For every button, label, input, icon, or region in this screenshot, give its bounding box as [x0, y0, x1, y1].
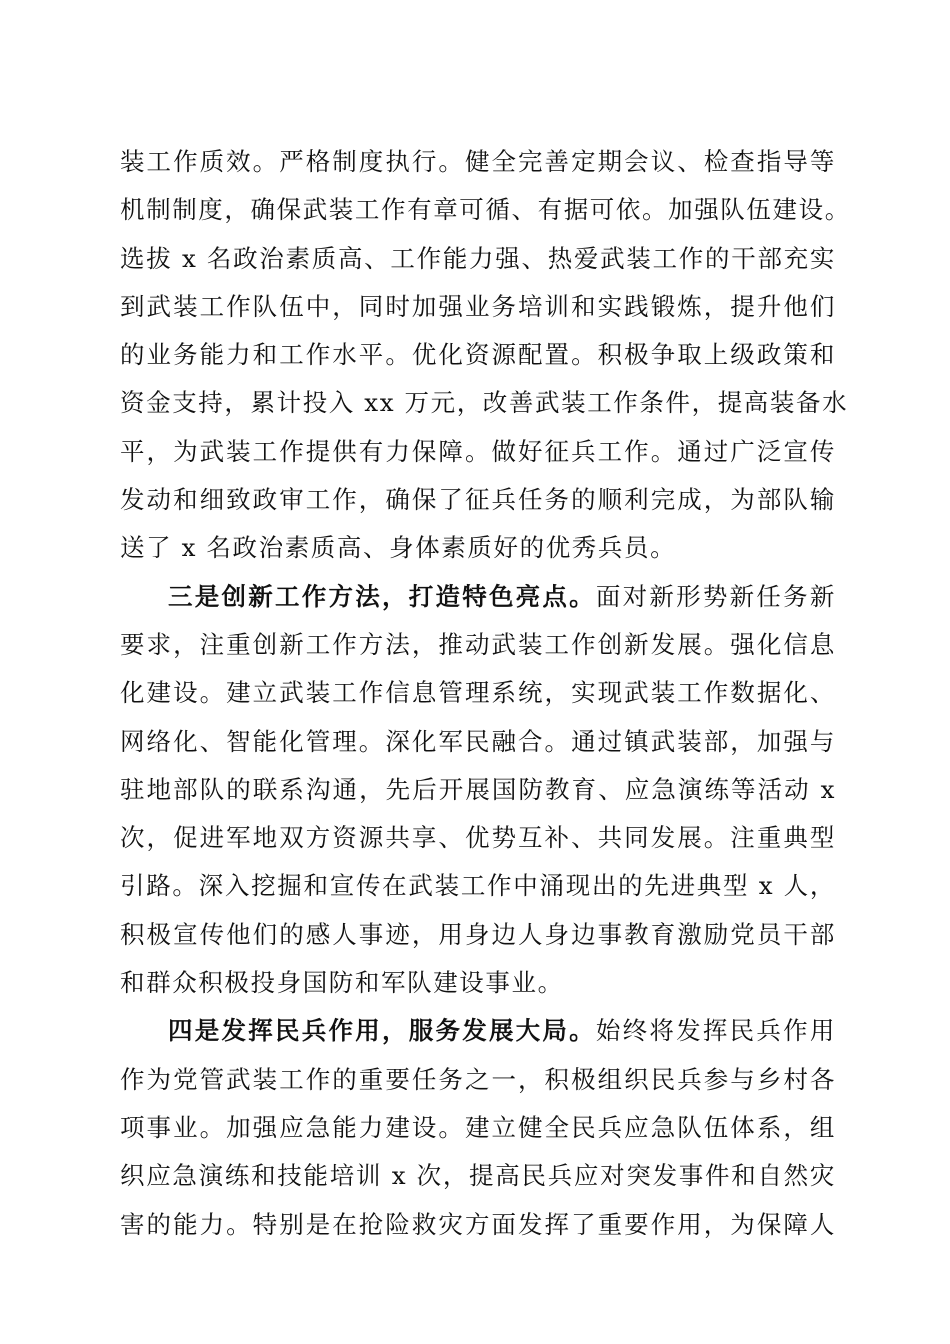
text-line: 选拔 x 名政治素质高、工作能力强、热爱武装工作的干部充实	[120, 243, 836, 273]
text-line: 网络化、智能化管理。深化军民融合。通过镇武装部，加强与	[120, 726, 836, 756]
text-line: 害的能力。特别是在抢险救灾方面发挥了重要作用，为保障人	[120, 1209, 836, 1239]
paragraph-3	[120, 1007, 836, 1248]
paragraph-first-line	[120, 1007, 836, 1055]
text-line: 织应急演练和技能培训 x 次，提高民兵应对突发事件和自然灾	[120, 1161, 836, 1191]
text-span: 始终将发挥民兵作用	[595, 1016, 836, 1046]
text-line: 化建设。建立武装工作信息管理系统，实现武装工作数据化、	[120, 678, 836, 708]
text-line: 和群众积极投身国防和军队建设事业。	[120, 968, 564, 998]
paragraph-heading: 四是发挥民兵作用，服务发展大局。	[168, 1016, 596, 1046]
text-line: 次，促进军地双方资源共享、优势互补、共同发展。注重典型	[120, 823, 836, 853]
text-line: 驻地部队的联系沟通，先后开展国防教育、应急演练等活动 x	[120, 774, 836, 804]
paragraph-1	[120, 138, 851, 573]
text-line: 平，为武装工作提供有力保障。做好征兵工作。通过广泛宣传	[120, 436, 836, 466]
paragraph-heading: 三是创新工作方法，打造特色亮点。	[168, 581, 596, 611]
text-line: 装工作质效。严格制度执行。健全完善定期会议、检查指导等	[120, 147, 836, 176]
text-line: 作为党管武装工作的重要任务之一，积极组织民兵参与乡村各	[120, 1064, 836, 1094]
text-line: 到武装工作队伍中，同时加强业务培训和实践锻炼，提升他们	[120, 291, 836, 321]
text-line: 机制制度，确保武装工作有章可循、有据可依。加强队伍建设。	[120, 195, 851, 225]
text-line: 引路。深入挖掘和宣传在武装工作中涌现出的先进典型 x 人，	[120, 871, 836, 901]
body-text	[120, 138, 851, 1249]
text-line: 项事业。加强应急能力建设。建立健全民兵应急队伍体系，组	[120, 1112, 836, 1142]
text-span: 面对新形势新任务新	[595, 581, 836, 611]
text-line: 资金支持，累计投入 xx 万元，改善武装工作条件，提高装备水	[120, 388, 849, 418]
text-line: 送了 x 名政治素质高、身体素质好的优秀兵员。	[120, 533, 677, 563]
text-line: 要求，注重创新工作方法，推动武装工作创新发展。强化信息	[120, 629, 836, 659]
paragraph-2	[120, 573, 836, 1008]
text-line: 发动和细致政审工作，确保了征兵任务的顺利完成，为部队输	[120, 485, 836, 515]
text-line: 的业务能力和工作水平。优化资源配置。积极争取上级政策和	[120, 340, 836, 370]
paragraph-first-line	[120, 573, 836, 621]
text-line: 积极宣传他们的感人事迹，用身边人身边事教育激励党员干部	[120, 919, 836, 949]
